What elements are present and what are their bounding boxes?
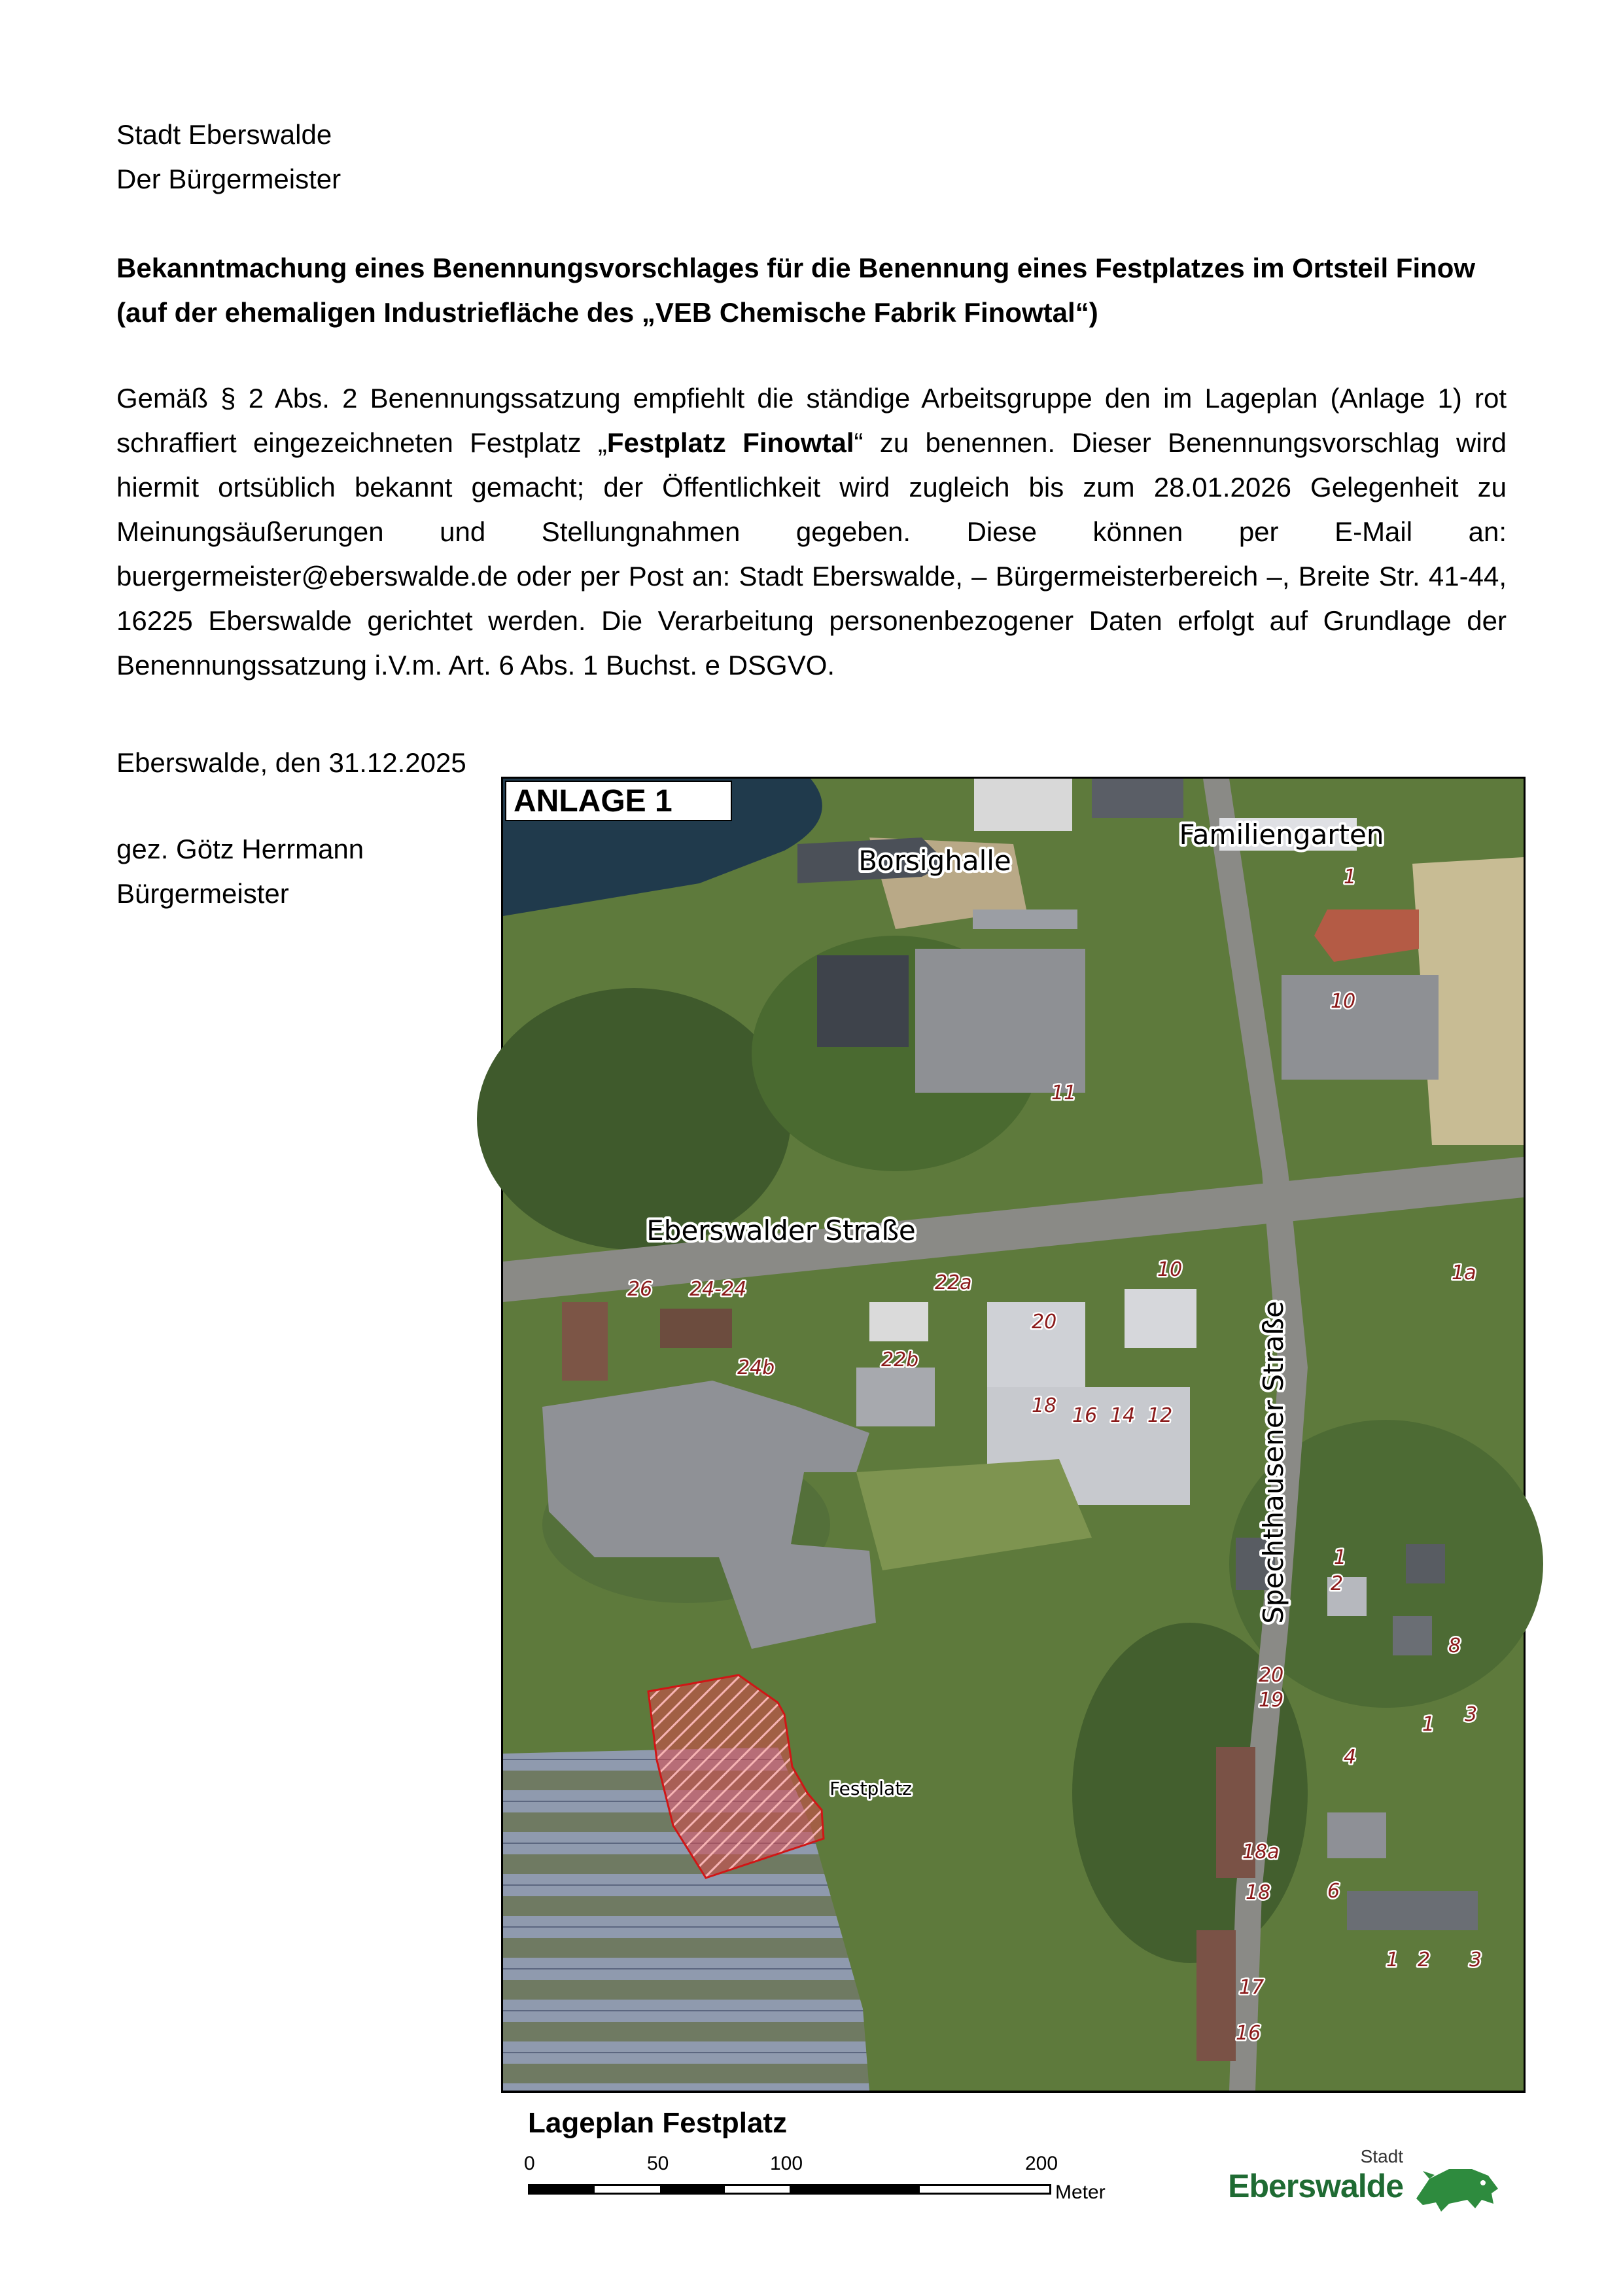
logo-eberswalde: Eberswalde xyxy=(1228,2168,1403,2204)
building xyxy=(1393,1616,1432,1655)
announcement-heading: Bekanntmachung eines Benennungsvorschlages für die Benennung eines Festplatzes im Ortsteil Finow (auf der ehemaligen Industriefläche des „VEB Chemische Fabrik Finowtal“) xyxy=(116,253,1476,328)
house-number: 11 xyxy=(1051,1082,1077,1104)
signature-title: Bürgermeister xyxy=(116,878,289,909)
house-number: 20 xyxy=(1259,1664,1284,1687)
house-number: 20 xyxy=(1032,1311,1057,1333)
spechthausener-strasse-label: Spechthausener Straße xyxy=(1257,1301,1289,1624)
building-row xyxy=(1347,1891,1478,1930)
scale-bar xyxy=(528,2184,1051,2195)
festplatz-label: Festplatz xyxy=(829,1778,912,1799)
building-6 xyxy=(1327,1812,1386,1858)
announcement-body xyxy=(116,376,1507,688)
scale-tick-200: 200 xyxy=(1025,2153,1058,2174)
building xyxy=(973,910,1077,929)
house-number: 14 xyxy=(1110,1404,1136,1427)
house-number: 4 xyxy=(1344,1746,1357,1769)
forest-patch xyxy=(477,988,791,1250)
logo-stadt: Stadt xyxy=(1360,2146,1403,2166)
scale-tick-100: 100 xyxy=(770,2153,803,2174)
building-11 xyxy=(817,955,909,1047)
house-number: 16 xyxy=(1072,1404,1098,1427)
building xyxy=(1406,1544,1445,1583)
anlage-label: ANLAGE 1 xyxy=(514,784,672,819)
boar-icon xyxy=(1410,2153,1501,2218)
house-number: 17 xyxy=(1239,1976,1265,1999)
house-number: 2 xyxy=(1331,1572,1344,1595)
building xyxy=(974,779,1072,831)
house-number: 24b xyxy=(737,1356,775,1379)
house-number: 8 xyxy=(1448,1634,1461,1657)
house-number: 10 xyxy=(1331,990,1356,1013)
parking-lot xyxy=(915,949,1085,1093)
house-number: 1 xyxy=(1344,866,1357,889)
building-22b xyxy=(856,1368,935,1426)
sender-block xyxy=(116,113,341,202)
house-number: 16 xyxy=(1236,2022,1261,2045)
festplatz-name: Festplatz Finowtal xyxy=(606,427,854,458)
house-number: 18a xyxy=(1242,1841,1280,1863)
house-number: 22a xyxy=(935,1271,972,1294)
scale-tick-50: 50 xyxy=(647,2153,669,2174)
scale-tick-0: 0 xyxy=(524,2153,535,2174)
signature-name: gez. Götz Herrmann xyxy=(116,834,364,864)
aerial-map xyxy=(503,779,1524,2091)
house-number: 3 xyxy=(1465,1703,1478,1726)
house-number: 3 xyxy=(1469,1949,1482,1971)
building-16-17 xyxy=(1196,1930,1236,2061)
house-number: 18 xyxy=(1032,1394,1057,1417)
building-24 xyxy=(660,1309,732,1348)
site-plan xyxy=(501,777,1526,2204)
house-number: 1 xyxy=(1422,1713,1435,1736)
eberswalder-strasse-label: Eberswalder Straße xyxy=(646,1214,916,1246)
house-number: 18 xyxy=(1246,1881,1271,1904)
body-part-2: “ zu benennen. Dieser Benennungsvorschlag wird hiermit ortsüblich bekannt gemacht; der Öffentlichkeit wird zugleich bis zum 28.01.2026 Gelegenheit zu Meinungsäußerungen und Stellungnahmen gegeben. Diese können per E-Mail an: buergermeister@eberswalde.de oder per Post an: Stadt Eberswalde, – Bürgermeisterbereich –, Breite Str. 41-44, 16225 Eberswalde gerichtet werden. Die Verarbeitung personenbezogener Daten erfolgt auf Grundlage der Benennungssatzung i.V.m. Art. 6 Abs. 1 Buchst. e DSGVO. xyxy=(116,427,1507,680)
house-number: 26 xyxy=(627,1278,653,1301)
sender-city: Stadt Eberswalde xyxy=(116,119,332,150)
house-number: 1 xyxy=(1386,1949,1399,1971)
house-number: 19 xyxy=(1259,1689,1284,1712)
building xyxy=(1092,779,1183,818)
scale-bar-legend xyxy=(524,2153,1117,2231)
house-number: 12 xyxy=(1147,1404,1173,1427)
signature-block xyxy=(116,827,364,916)
body-part-1: Gemäß § 2 Abs. 2 Benennungssatzung empfiehlt die ständige Arbeitsgruppe den im Lageplan (Anlage 1) rot schraffiert eingezeichneten Festplatz „ xyxy=(116,383,1507,458)
house-number: 10 xyxy=(1157,1258,1183,1281)
building-26 xyxy=(562,1302,608,1381)
map-caption: Lageplan Festplatz xyxy=(528,2107,788,2139)
house-number: 6 xyxy=(1327,1880,1340,1903)
house-number: 24-24 xyxy=(689,1278,747,1301)
building-22a xyxy=(869,1302,928,1341)
building-10b xyxy=(1125,1289,1196,1348)
borsighalle-label: Borsighalle xyxy=(858,845,1011,877)
sender-office: Der Bürgermeister xyxy=(116,164,341,194)
familiengarten-label: Familiengarten xyxy=(1179,819,1384,851)
house-number: 2 xyxy=(1418,1949,1431,1971)
house-number: 1a xyxy=(1452,1262,1476,1284)
scale-unit: Meter xyxy=(1055,2181,1106,2203)
parking-lot xyxy=(1282,975,1439,1080)
house-number: 1 xyxy=(1334,1546,1347,1569)
house-number: 22b xyxy=(881,1349,919,1371)
date-line: Eberswalde, den 31.12.2025 xyxy=(116,747,466,778)
eberswalde-logo xyxy=(1228,2140,1501,2225)
